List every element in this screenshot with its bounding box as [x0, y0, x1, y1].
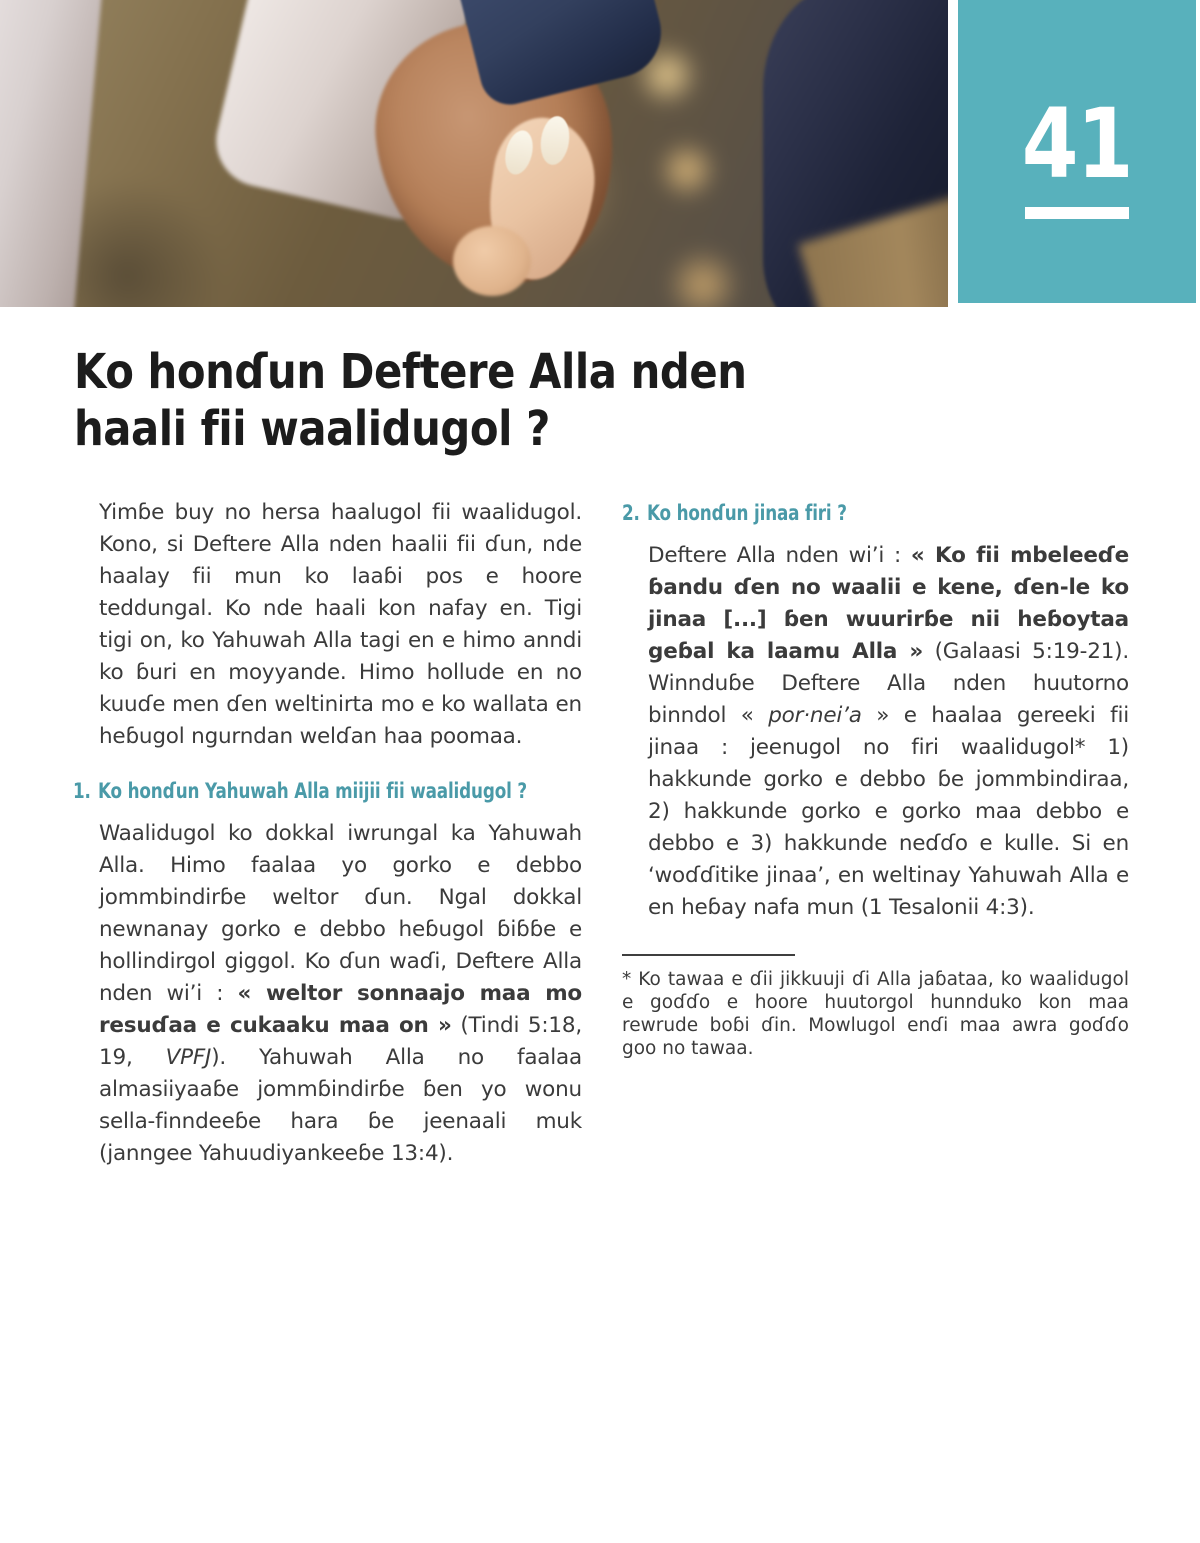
text-segment: (Tindi 5:18, 19, — [99, 1013, 583, 1070]
header-photo — [0, 0, 948, 307]
left-column — [73, 497, 582, 1170]
section-2-paragraph — [648, 540, 1129, 924]
text-segment: » e haalaa gereeki fii jinaa : jeenugol no firi waalidugol* 1) hakkunde gorko e debbo ɓe jommbindiraa, 2) hakkunde gorko e gorko maa debbo e debbo e 3) hakkunde neɗɗo e kulle. Si en ‘woɗɗitike jinaa’, en weltinay Yahuwah Alla e en heɓay nafa mun (1 Tesalonii 4:3). — [648, 703, 1129, 920]
section-1-number: 1. — [73, 779, 91, 803]
chapter-number: 41 — [1021, 88, 1133, 200]
section-2-heading — [622, 501, 1028, 525]
text-segment: Waalidugol ko dokkal iwrungal ka Yahuwah Alla. Himo faalaa yo gorko e debbo jommbindirɓe weltor ɗun. Ngal dokkal newnanay gorko e debbo heɓugol ɓiɓɓe e hollindirgol giggol. Ko ɗun waɗi, Deftere Alla nden wi’i : — [99, 821, 582, 1006]
text-segment: por·nei’a — [768, 703, 862, 728]
text-segment: « weltor sonnaajo maa mo resuɗaa e cukaaku maa on » — [99, 981, 582, 1038]
chapter-number-box — [958, 0, 1196, 303]
text-segment: Yimɓe buy no hersa haalugol fii waalidugol. Kono, si Deftere Alla nden haalii fii ɗun, nde haalay fii mun ko laaɓi pos e hoore teddungal. Ko nde haali kon nafay en. Tigi tigi on, ko Yahuwah Alla tagi en e himo anndi ko ɓuri en moyyande. Himo hollude en no kuuɗe men ɗen weltinirta mo e ko wallata en heɓugol ngurndan welɗan haa poomaa. — [99, 500, 582, 749]
section-1-heading — [73, 779, 527, 803]
intro-paragraph — [99, 497, 582, 753]
section-2-number: 2. — [622, 501, 640, 525]
section-1-title: Ko honɗun Yahuwah Alla miijii fii waalidugol ? — [97, 779, 527, 803]
footnote-divider — [622, 954, 795, 956]
text-segment: (Galaasi 5:19-21). Winnduɓe Deftere Alla nden huutorno binndol « — [648, 639, 1129, 728]
page-title: Ko honɗun Deftere Alla nden haali fii waalidugol ? — [74, 344, 747, 457]
photo-woman-thumb — [453, 226, 531, 296]
chapter-number-underline — [1025, 207, 1129, 219]
section-1-paragraph — [99, 818, 582, 1170]
text-segment: Deftere Alla nden wi’i : — [648, 543, 911, 568]
section-2-title: Ko honɗun jinaa firi ? — [646, 501, 847, 525]
footnote-text: * Ko tawaa e ɗii jikkuuji ɗi Alla jaɓataa, ko waalidugol e goɗɗo e hoore huutorgol hunnduko kon maa rewrude boɓi ɗin. Mowlugol enɗi maa awra goɗɗo goo no tawaa. — [622, 969, 1129, 1059]
text-segment: « Ko fii mbeleeɗe ɓandu ɗen no waalii e kene, ɗen-le ko jinaa [...] ɓen wuurirɓe nii heɓoytaa geɓal ka laamu Alla » — [648, 543, 1130, 664]
right-column — [622, 497, 1129, 1060]
text-segment: VPFJ — [165, 1045, 212, 1070]
text-segment: ). Yahuwah Alla no faalaa almasiiyaaɓe jommɓindirɓe ɓen yo wonu sella-finndeeɓe hara ɓe jeenaali muk (janngee Yahuudiyankeeɓe 13:4). — [99, 1045, 582, 1166]
